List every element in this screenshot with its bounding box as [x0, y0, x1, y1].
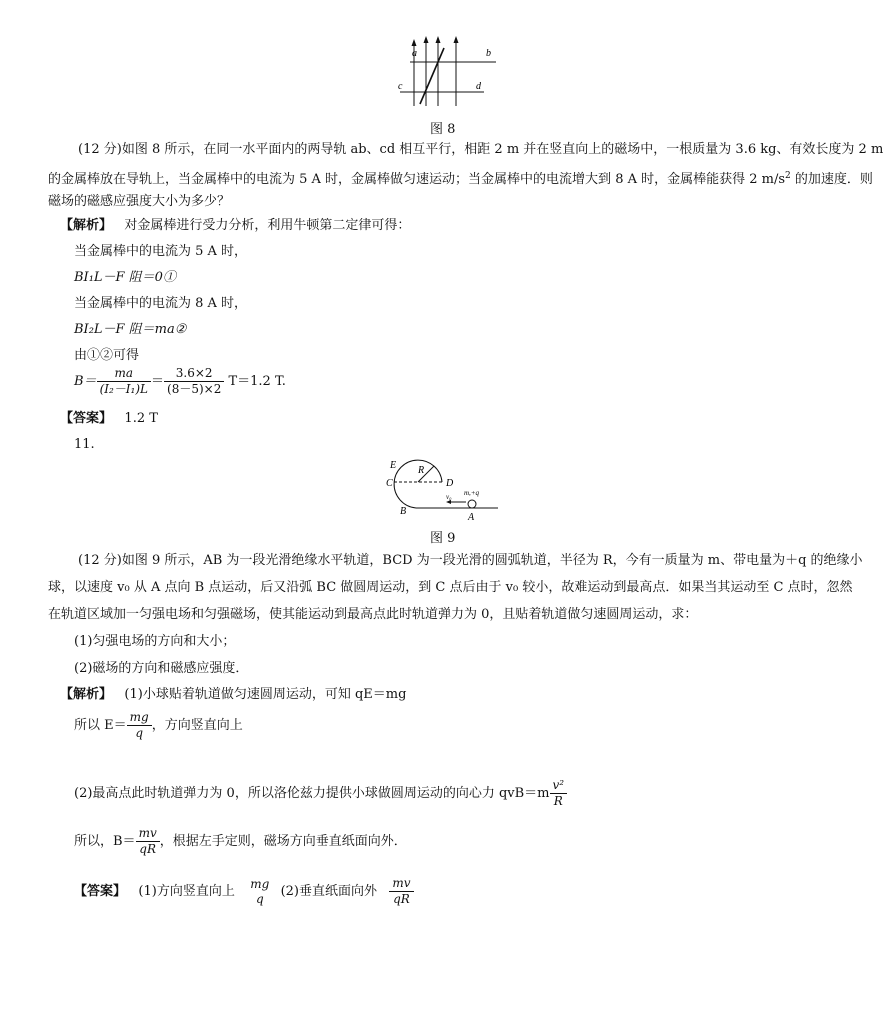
fig9-label-v0: v₀ [446, 493, 452, 501]
fig9-label-D: D [446, 478, 454, 489]
q10-stem-line1: (12 分)如图 8 所示，在同一水平面内的两导轨 ab、cd 相互平行，相距 2 m 并在竖直向上的磁场中，一根质量为 3.6 kg、有效长度为 2 m [78, 142, 883, 157]
fig9-label-B: B [400, 506, 407, 517]
fig9-label-mq: m,+q [464, 489, 480, 497]
q10-eq2: BI₂L－F 阻＝ma② [74, 322, 187, 337]
q10-answer: 【答案】 1.2 T [60, 411, 158, 426]
fig9-label-A: A [468, 512, 475, 523]
q11-number: 11. [74, 437, 95, 452]
q11-analysis: 【解析】 (1)小球贴着轨道做匀速圆周运动，可知 qE＝mg [60, 687, 407, 702]
q10-stem-line3: 磁场的磁感应强度大小为多少？ [48, 194, 231, 209]
q10-eqB: B＝ $\frac{ma}{\text{(I₂－I₁)L}}$ ＝ $\frac{3.6\times 2}{(8-5)\times 2}$ T＝1.2 T. [74, 366, 286, 396]
fig9-label-C: C [386, 478, 393, 489]
q11-stem-line3: 在轨道区域加一匀强电场和匀强磁场，使其能运动到最高点此时轨道弹力为 0，且贴着轨道做匀速圆周运动，求： [48, 607, 698, 622]
q11-stem-line2: 球，以速度 v₀ 从 A 点向 B 点运动，后又沿弧 BC 做圆周运动，到 C 点后由于 v₀ 较小，故难运动到最高点．如果当其运动至 C 点时，忽然 [48, 580, 853, 595]
fig9-label-E: E [390, 460, 397, 471]
q10-from12: 由①②可得 [74, 348, 140, 363]
figure-9-caption: 图 9 [430, 531, 456, 546]
q10-analysis: 【解析】 对金属棒进行受力分析，利用牛顿第二定律可得： [60, 218, 411, 233]
q10-eq1: BI₁L－F 阻＝0① [74, 270, 176, 285]
q11-item2: (2)磁场的方向和磁感应强度． [74, 661, 249, 676]
q10-line-5A: 当金属棒中的电流为 5 A 时， [74, 244, 248, 259]
fig9-label-R: R [418, 465, 425, 476]
q11-sol1b: 所以 E＝ $\frac{mg}{q}$ ，方向竖直向上 [74, 710, 243, 740]
figure-9 [384, 454, 504, 523]
q11-sol3: 所以，B＝ $\frac{mv}{qR}$ ，根据左手定则，磁场方向垂直纸面向外． [74, 826, 407, 856]
q10-stem-line2: 的金属棒放在导轨上，当金属棒中的电流为 5 A 时，金属棒做匀速运动；当金属棒中的电流增大到 8 A 时，金属棒能获得 2 $m/s^2$ 的加速度．则 [48, 171, 873, 187]
q11-answer: 【答案】 (1)方向竖直向上 mg q (2)垂直纸面向外 $\frac{mv}{qR}$ [74, 876, 414, 907]
q11-item1: (1)匀强电场的方向和大小； [74, 634, 236, 649]
q11-sol2: (2)最高点此时轨道弹力为 0，所以洛伦兹力提供小球做圆周运动的向心力 qvB＝m $\frac{\text{v²}}{R}$ [74, 778, 567, 809]
analysis-tag: 【解析】 [60, 218, 113, 233]
figure-8 [392, 34, 502, 110]
fig8-label-c: c [398, 81, 403, 92]
fig8-label-b: b [486, 48, 491, 59]
q10-line-8A: 当金属棒中的电流为 8 A 时， [74, 296, 248, 311]
figure-8-caption: 图 8 [430, 122, 456, 137]
fig8-label-a: a [412, 48, 417, 59]
q11-stem-line1: (12 分)如图 9 所示，AB 为一段光滑绝缘水平轨道，BCD 为一段光滑的圆弧轨道，半径为 R，今有一质量为 m、带电量为＋q 的绝缘小 [78, 553, 863, 568]
fig8-label-d: d [476, 81, 481, 92]
